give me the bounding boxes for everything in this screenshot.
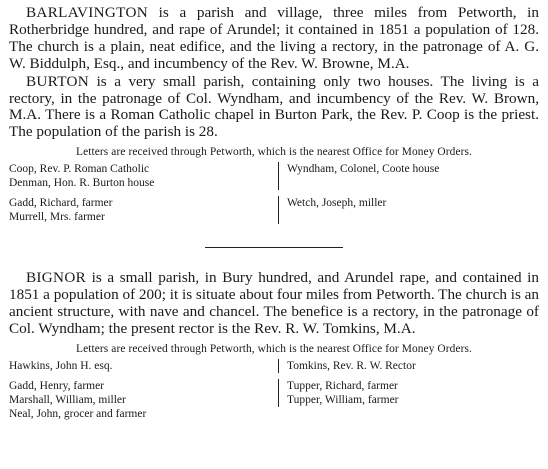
bignor-paragraph	[9, 270, 539, 338]
directory-entry: Tupper, William, farmer	[287, 393, 399, 406]
directory-entry: Gadd, Richard, farmer	[9, 197, 113, 210]
parish-name: BURTON	[26, 72, 90, 90]
directory-entry: Murrell, Mrs. farmer	[9, 211, 105, 224]
parish-description: is a small parish, in Bury hundred, and Arundel rape, and contained in 1851 a population of 200; it is situate about four miles from Petworth. The church is an ancient structure, with nave and chancel. The benefice is a rectory, in the patronage of Col. Wyndham; the present rector is the Rev. R. W. Tomkins, M.A.	[9, 269, 539, 337]
directory-left-column	[9, 162, 272, 224]
letters-note: Letters are received through Petworth, which is the nearest Office for Money Orders.	[76, 342, 472, 355]
directory-entry: Marshall, William, miller	[9, 393, 126, 406]
letters-note: Letters are received through Petworth, which is the nearest Office for Money Orders.	[76, 146, 472, 159]
directory-entry: Tomkins, Rev. R. W. Rector	[287, 359, 416, 372]
barlavington-paragraph	[9, 5, 539, 73]
residents-directory	[9, 162, 539, 224]
parish-description: is a very small parish, containing only two houses. The living is a rectory, in the patronage of Col. Wyndham, and incumbency of the Rev. W. Brown, M.A. There is a Roman Catholic chapel in Burton Park, the Rev. P. Coop is the priest. The population of the parish is 28.	[9, 72, 539, 141]
directory-left-column	[9, 359, 272, 421]
directory-entry: Denman, Hon. R. Burton house	[9, 177, 155, 190]
directory-right-column	[272, 359, 539, 421]
parish-name: BIGNOR	[26, 269, 87, 287]
directory-entry: Wetch, Joseph, miller	[287, 197, 387, 210]
directory-entry: Coop, Rev. P. Roman Catholic	[9, 163, 150, 176]
burton-paragraph	[9, 74, 539, 142]
directory-right-column	[272, 162, 539, 224]
section-divider	[205, 247, 343, 248]
directory-group	[278, 162, 539, 190]
directory-group	[278, 196, 539, 224]
directory-group	[278, 379, 539, 407]
directory-entry: Neal, John, grocer and farmer	[9, 407, 147, 420]
parish-name: BARLAVINGTON	[26, 4, 149, 21]
directory-entry: Hawkins, John H. esq.	[9, 359, 113, 372]
directory-entry: Tupper, Richard, farmer	[287, 379, 398, 392]
directory-entry: Wyndham, Colonel, Coote house	[287, 163, 440, 176]
directory-entry: Gadd, Henry, farmer	[9, 379, 105, 392]
directory-group	[278, 359, 539, 373]
residents-directory	[9, 359, 539, 421]
parish-description: is a parish and village, three miles from Petworth, in Rotherbridge hundred, and rape of Arundel; it contained in 1851 a population of 128. The church is a plain, neat edifice, and the living a rectory, in the patronage of A. G. W. Biddulph, Esq., and incumbency of the Rev. W. Browne, M.A.	[9, 4, 539, 72]
